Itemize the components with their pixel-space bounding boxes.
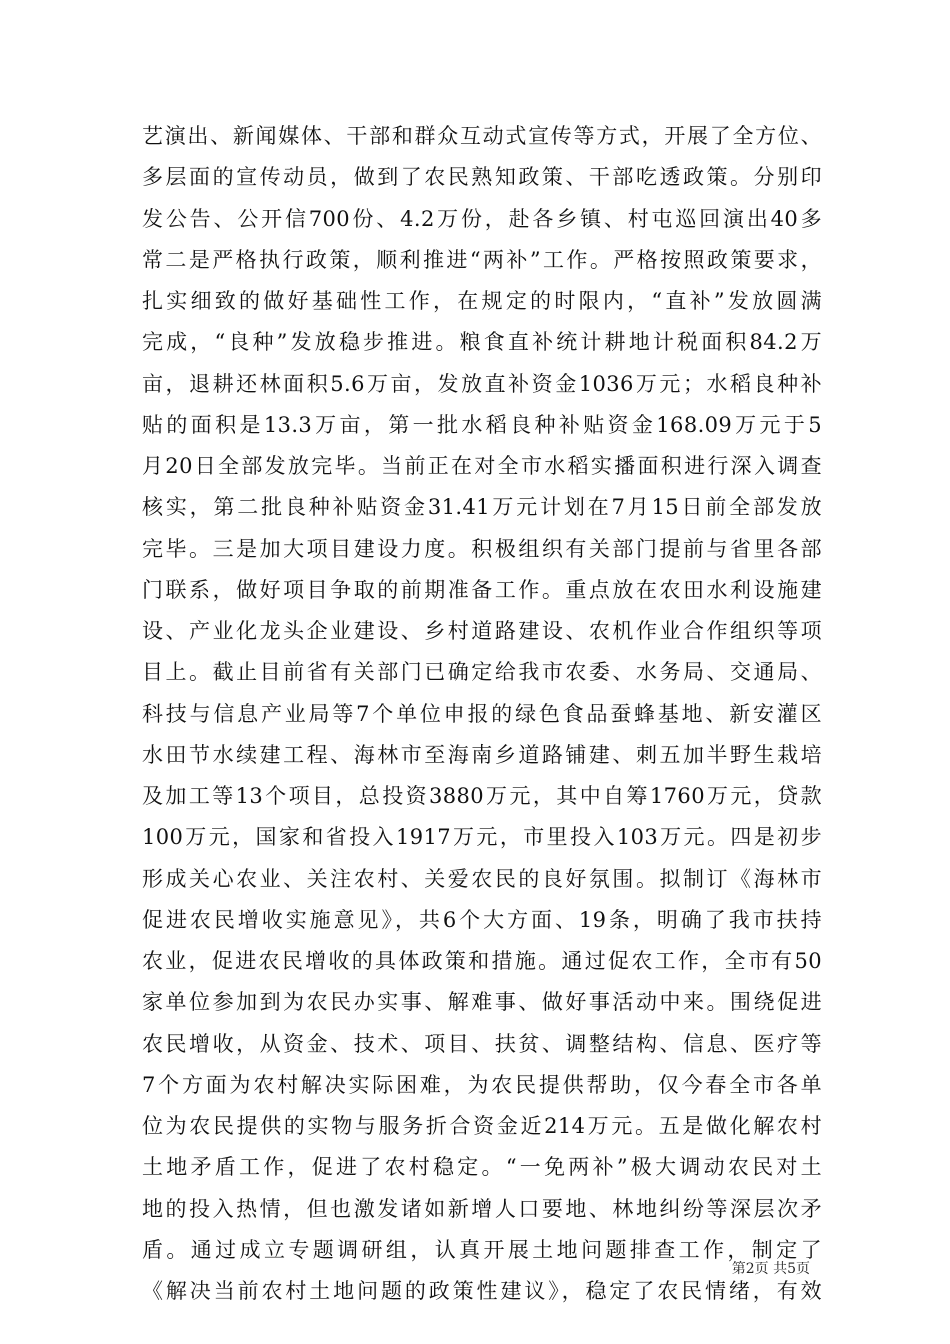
- page-number-footer: 第2页 共5页: [731, 1261, 810, 1277]
- text-line: 扎实细致的做好基础性工作，在规定的时限内，“直补”发放圆满: [142, 289, 822, 313]
- text-line: 《解决当前农村土地问题的政策性建议》，稳定了农民情绪，有效: [142, 1279, 822, 1303]
- text-line: 发公告、公开信700份、4.2万份，赴各乡镇、村屯巡回演出40多: [142, 206, 822, 231]
- text-line: 核实，第二批良种补贴资金31.41万元计划在7月15日前全部发放: [142, 495, 822, 520]
- text-line: 促进农民增收实施意见》，共6个大方面、19条，明确了我市扶持: [142, 907, 822, 932]
- text-line: 水田节水续建工程、海林市至海南乡道路铺建、刺五加半野生栽培: [142, 742, 822, 767]
- text-line: 家单位参加到为农民办实事、解难事、做好事活动中来。围绕促进: [142, 990, 822, 1015]
- body-text: [142, 116, 822, 1312]
- text-line: 设、产业化龙头企业建设、乡村道路建设、农机作业合作组织等项: [142, 619, 822, 643]
- text-line: 艺演出、新闻媒体、干部和群众互动式宣传等方式，开展了全方位、: [142, 124, 822, 148]
- text-line: 科技与信息产业局等7个单位申报的绿色食品蚕蜂基地、新安灌区: [142, 701, 822, 726]
- text-line: 农业，促进农民增收的具体政策和措施。通过促农工作，全市有50: [142, 949, 822, 973]
- text-line: 及加工等13个项目，总投资3880万元，其中自筹1760万元，贷款: [142, 784, 822, 808]
- text-line: 月20日全部发放完毕。当前正在对全市水稻实播面积进行深入调查: [142, 454, 822, 478]
- text-line: 多层面的宣传动员，做到了农民熟知政策、干部吃透政策。分别印: [142, 165, 822, 190]
- text-line: 完成，“良种”发放稳步推进。粮食直补统计耕地计税面积84.2万: [142, 330, 822, 355]
- text-line: 7个方面为农村解决实际困难，为农民提供帮助，仅今春全市各单: [142, 1072, 822, 1097]
- text-line: 门联系，做好项目争取的前期准备工作。重点放在农田水利设施建: [142, 577, 822, 602]
- text-line: 亩，退耕还林面积5.6万亩，发放直补资金1036万元；水稻良种补: [142, 371, 822, 396]
- text-line: 土地矛盾工作，促进了农村稳定。“一免两补”极大调动农民对土: [142, 1155, 822, 1180]
- text-line: 农民增收，从资金、技术、项目、扶贫、调整结构、信息、医疗等: [142, 1031, 822, 1056]
- text-line: 形成关心农业、关注农村、关爱农民的良好氛围。拟制订《海林市: [142, 866, 822, 891]
- text-line: 目上。截止目前省有关部门已确定给我市农委、水务局、交通局、: [142, 660, 822, 685]
- text-line: 100万元，国家和省投入1917万元，市里投入103万元。四是初步: [142, 825, 822, 850]
- text-line: 常二是严格执行政策，顺利推进“两补”工作。严格按照政策要求，: [142, 247, 822, 272]
- text-line: 盾。通过成立专题调研组，认真开展土地问题排查工作，制定了: [142, 1237, 822, 1262]
- text-line: 地的投入热情，但也激发诸如新增人口要地、林地纠纷等深层次矛: [142, 1196, 822, 1221]
- text-line: 位为农民提供的实物与服务折合资金近214万元。五是做化解农村: [142, 1114, 822, 1138]
- text-line: 贴的面积是13.3万亩，第一批水稻良种补贴资金168.09万元于5: [142, 412, 822, 437]
- text-line: 完毕。三是加大项目建设力度。积极组织有关部门提前与省里各部: [142, 536, 822, 561]
